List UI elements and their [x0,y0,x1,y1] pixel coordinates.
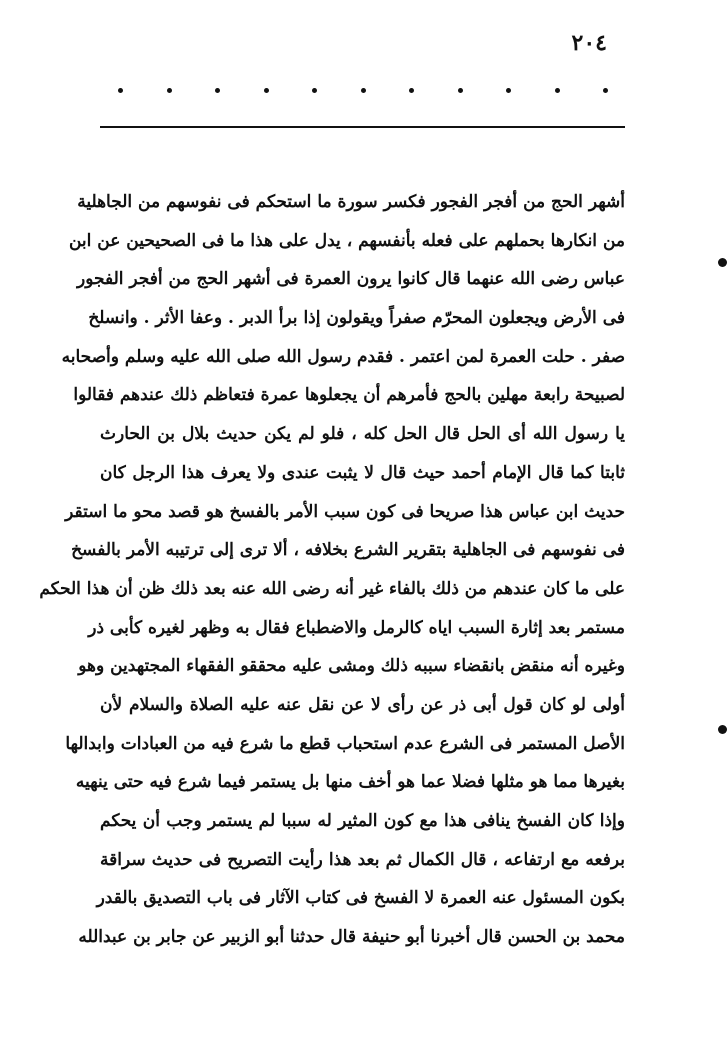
text-line: أشهر الحج من أفجر الفجور فكسر سورة ما استحكم فى نفوسهم من الجاهلية [77,192,625,212]
dot-ornament [603,88,608,93]
text-line: فى الأرض ويجعلون المحرّم صفراً ويقولون إذا برأ الدبر . وعفا الأثر . وانسلخ [88,308,625,329]
margin-ink-mark [718,725,727,734]
text-line: بكون المسئول عنه العمرة لا الفسخ فى كتاب الآثار فى باب التصديق بالقدر [96,888,625,909]
text-line: ثابتا كما قال الإمام أحمد حيث قال لا يثبت عندى ولا يعرف هذا الرجل كان [100,462,625,483]
text-line: فى نفوسهم فى الجاهلية بتقرير الشرع بخلافه ، ألا ترى إلى ترتيبه الأمر بالفسخ [71,540,625,561]
text-line: الأصل المستمر فى الشرع عدم استحباب قطع ما شرع فيه من العبادات وابدالها [65,733,625,754]
text-line: برفعه مع ارتفاعه ، قال الكمال ثم بعد هذا رأيت التصريح فى حديث سراقة [100,849,625,870]
dot-ornament [409,88,414,93]
margin-ink-mark [718,258,727,267]
text-line: لصبيحة رابعة مهلين بالحج فأمرهم أن يجعلوها عمرة فتعاظم ذلك عندهم فقالوا [73,385,625,406]
dot-ornament [555,88,560,93]
text-line: حديث ابن عباس هذا صريحا فى كون سبب الأمر بالفسخ هو قصد محو ما استقر [65,501,625,522]
text-line: صفر . حلت العمرة لمن اعتمر . فقدم رسول الله صلى الله عليه وسلم وأصحابه [61,346,625,367]
dot-ornament [312,88,317,93]
text-line: على ما كان عندهم من ذلك بالفاء غير أنه رضى الله عنه بعد ذلك ظن أن هذا الحكم [39,578,625,599]
body-text [39,183,625,957]
text-line: من انكارها بحملهم على فعله بأنفسهم ، يدل على هذا ما فى الصحيحين عن ابن [68,230,625,251]
header-rule [100,126,625,128]
page-number: ٢٠٤ [571,30,607,56]
text-line: محمد بن الحسن قال أخبرنا أبو حنيفة قال حدثنا أبو الزبير عن جابر بن عبدالله [78,927,625,948]
dot-ornament [458,88,463,93]
text-line: وإذا كان الفسخ ينافى هذا مع كون المثير له سببا لم يستمر وجب أن يحكم [100,811,625,831]
dot-ornament [118,88,123,93]
text-line: مستمر بعد إثارة السبب اياه كالرمل والاضطباع فقال به وظهر لغيره كأبى ذر [88,617,625,638]
text-line: وغيره أنه منقض بانقضاء سببه ذلك ومشى عليه محققو الفقهاء المجتهدين وهو [78,656,625,677]
dot-ornament [506,88,511,93]
text-line: أولى لو كان قول أبى ذر عن رأى لا عن نقل عنه عليه الصلاة والسلام لأن [100,694,625,715]
dot-ornament [361,88,366,93]
dot-ornament [167,88,172,93]
dot-ornament [264,88,269,93]
text-line: يا رسول الله أى الحل قال الحل كله ، فلو لم يكن حديث بلال بن الحارث [100,424,625,445]
text-line: بغيرها مما هو مثلها فضلا عما هو أخف منها بل يستمر فيما شرع فيه حتى ينهيه [75,772,625,793]
text-line: عباس رضى الله عنهما قال كانوا يرون العمرة فى أشهر الحج من أفجر الفجور [77,269,625,290]
ornamental-dots [118,88,608,93]
dot-ornament [215,88,220,93]
